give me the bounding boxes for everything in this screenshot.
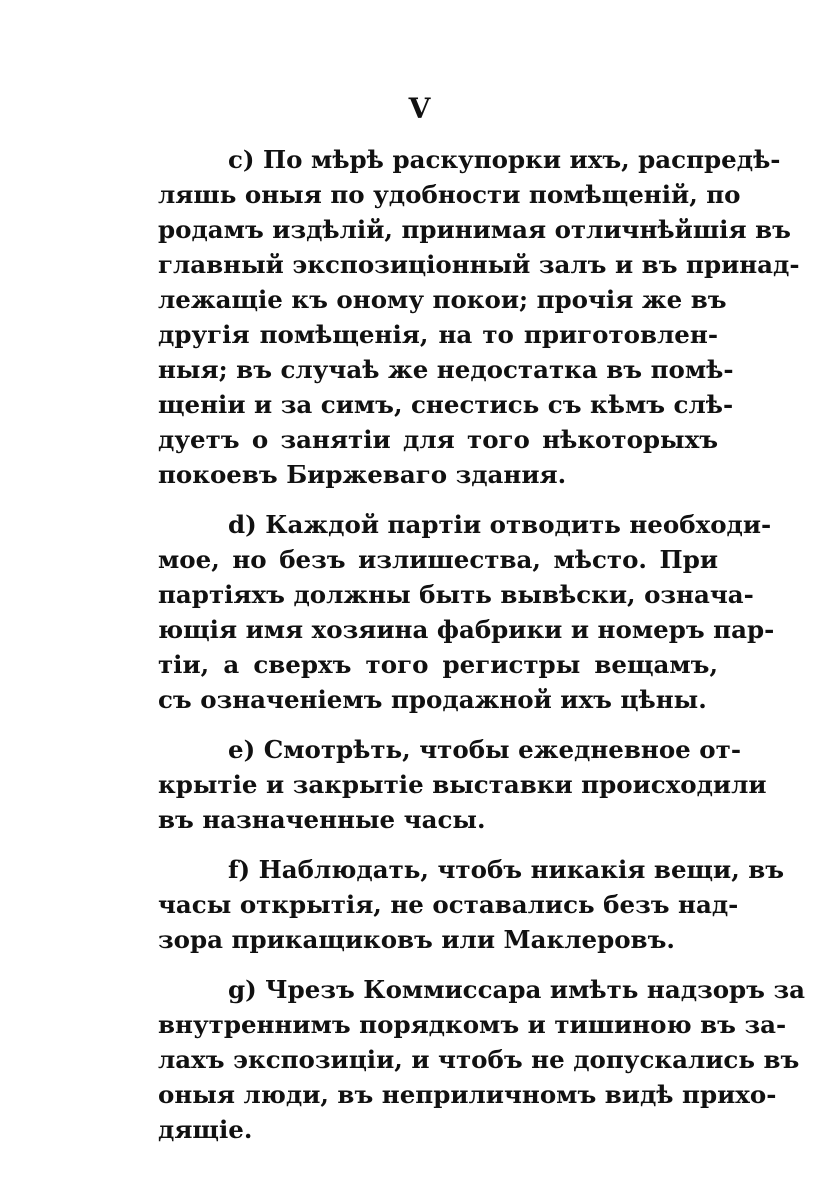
text-line: е) Смотрѣть, чтобы ежедневное от- bbox=[228, 735, 741, 764]
text-line: зора прикащиковъ или Маклеровъ. bbox=[158, 925, 675, 954]
text-line: тіи, а сверхъ того регистры вещамъ, bbox=[158, 650, 718, 679]
paragraph-e bbox=[158, 732, 767, 837]
text-line: мое, но безъ излишества, мѣсто. При bbox=[158, 545, 718, 574]
body-text bbox=[158, 142, 806, 1147]
text-line: лахъ экспозиціи, и чтобъ не допускались въ bbox=[158, 1045, 800, 1074]
text-line: родамъ издѣлій, принимая отличнѣйшія въ bbox=[158, 215, 791, 244]
text-line: с) По мѣрѣ раскупорки ихъ, распредѣ- bbox=[228, 145, 781, 174]
text-line: лежащіе къ оному покои; прочія же въ bbox=[158, 285, 727, 314]
text-line: ляшь оныя по удобности помѣщеній, по bbox=[158, 180, 741, 209]
text-line: d) Каждой партіи отводить необходи- bbox=[228, 510, 772, 539]
paragraph-c bbox=[158, 142, 800, 492]
text-line: партіяхъ должны быть вывѣски, означа- bbox=[158, 580, 754, 609]
paragraph-gap bbox=[158, 957, 718, 972]
text-line: другія помѣщенія, на то приготовлен- bbox=[158, 320, 718, 349]
paragraph-f bbox=[158, 852, 785, 957]
text-line: ющія имя хозяина фабрики и номеръ пар- bbox=[158, 615, 775, 644]
text-line: крытіе и закрытіе выставки происходили bbox=[158, 770, 767, 799]
paragraph-gap bbox=[158, 837, 718, 852]
paragraph-gap bbox=[158, 717, 718, 732]
text-line: оныя люди, въ неприличномъ видѣ прихо- bbox=[158, 1080, 777, 1109]
page-number: V bbox=[408, 92, 432, 125]
text-line: ныя; въ случаѣ же недостатка въ помѣ- bbox=[158, 355, 734, 384]
text-line: покоевъ Биржеваго здания. bbox=[158, 460, 567, 489]
text-line: щеніи и за симъ, снестись съ кѣмъ слѣ- bbox=[158, 390, 734, 419]
paragraph-d bbox=[158, 507, 775, 717]
text-line: внутреннимъ порядкомъ и тишиною въ за- bbox=[158, 1010, 787, 1039]
text-line: съ означеніемъ продажной ихъ цѣны. bbox=[158, 685, 707, 714]
text-line: часы открытія, не оставались безъ над- bbox=[158, 890, 739, 919]
text-line: f) Наблюдать, чтобъ никакія вещи, въ bbox=[228, 855, 785, 884]
paragraph-gap bbox=[158, 492, 718, 507]
paragraph-g bbox=[158, 972, 806, 1147]
text-line: дящіе. bbox=[158, 1115, 253, 1144]
text-line: въ назначенные часы. bbox=[158, 805, 486, 834]
text-line: дуетъ о занятіи для того нѣкоторыхъ bbox=[158, 425, 718, 454]
text-line: главный экспозиціонный залъ и въ принад- bbox=[158, 250, 800, 279]
text-line: g) Чрезъ Коммиссара имѣть надзоръ за bbox=[228, 975, 806, 1004]
